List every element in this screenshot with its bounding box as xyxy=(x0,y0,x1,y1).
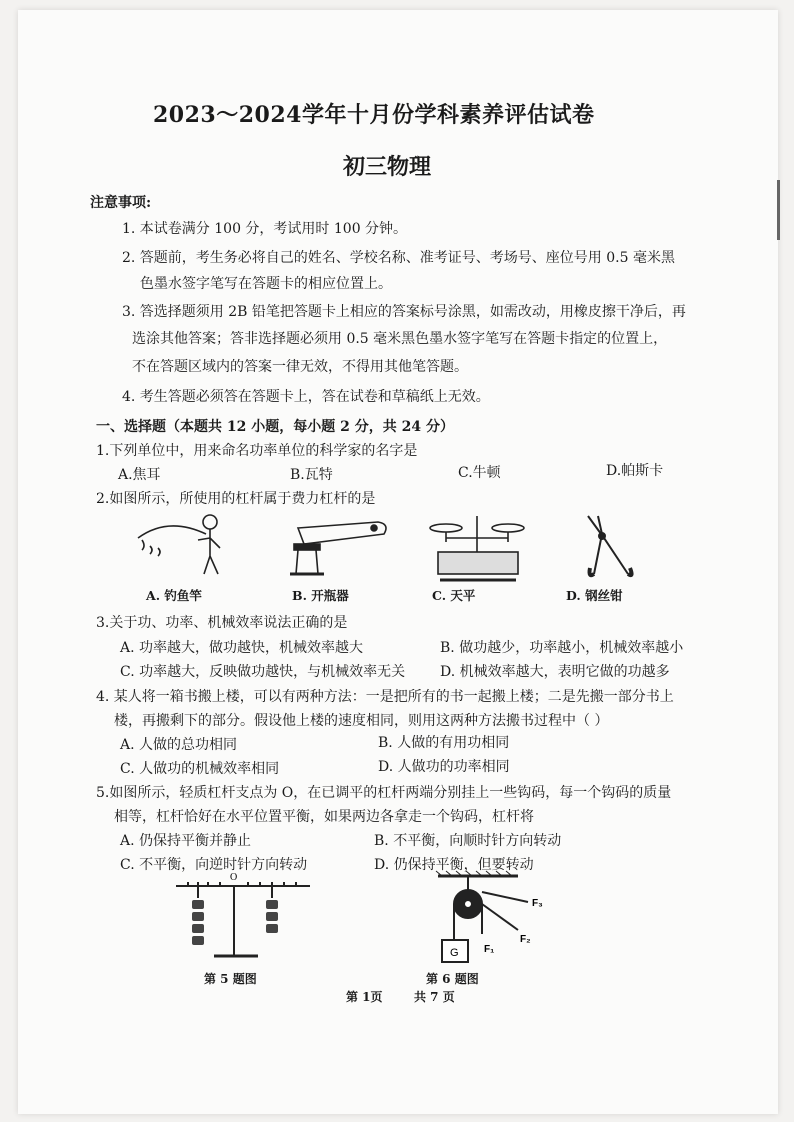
q3-option-d: D. 机械效率越大，表明它做的功越多 xyxy=(440,664,670,680)
force-f3-label: F₃ xyxy=(532,898,543,909)
q1-option-a: A.焦耳 xyxy=(118,467,161,483)
page-total: 共 7 页 xyxy=(414,990,455,1004)
q3-option-a: A. 功率越大，做功越快，机械效率越大 xyxy=(120,640,364,656)
q4-option-c: C. 人做功的机械效率相同 xyxy=(120,761,280,777)
q1-option-c: C.牛顿 xyxy=(458,465,501,481)
q2-option-a: A. 钓鱼竿 xyxy=(146,588,202,603)
balance-figure xyxy=(430,516,524,580)
q2-option-b: B. 开瓶器 xyxy=(292,588,349,603)
figure-5-lever xyxy=(168,868,318,968)
q5-option-b: B. 不平衡，向顺时针方向转动 xyxy=(374,833,562,849)
notice-item-4: 4. 考生答题必须答在答题卡上，答在试卷和草稿纸上无效。 xyxy=(122,389,490,405)
scan-edge-mark xyxy=(777,180,780,240)
pliers-figure xyxy=(588,516,632,575)
notice-item-3-cont2: 不在答题区域内的答案一律无效，不得用其他笔答题。 xyxy=(132,359,468,375)
notice-item-2: 2. 答题前，考生务必将自己的姓名、学校名称、准考证号、考场号、座位号用 0.5 毫米黑 xyxy=(122,250,675,266)
q3-option-b: B. 做功越少，功率越小，机械效率越小 xyxy=(440,640,684,656)
q5-option-a: A. 仍保持平衡并静止 xyxy=(120,833,252,849)
q4-option-a: A. 人做的总功相同 xyxy=(120,737,238,753)
weight-g-label: G xyxy=(450,947,459,959)
q3-stem: 3.关于功、功率、机械效率说法正确的是 xyxy=(96,615,348,631)
q1-option-d: D.帕斯卡 xyxy=(606,463,664,479)
exam-title: 2023～2024学年十月份学科素养评估试卷 xyxy=(153,102,595,128)
q5-option-d: D. 仍保持平衡，但要转动 xyxy=(374,857,534,873)
left-hook-weights xyxy=(192,900,204,945)
q2-stem: 2.如图所示，所使用的杠杆属于费力杠杆的是 xyxy=(96,491,376,507)
q4-stem-line2: 楼，再搬剩下的部分。假设他上楼的速度相同，则用这两种方法搬书过程中（ ） xyxy=(114,713,609,729)
fishing-rod-figure xyxy=(138,515,220,574)
force-f2-label: F₂ xyxy=(520,934,531,945)
q3-option-c: C. 功率越大，反映做功越快，与机械效率无关 xyxy=(120,664,406,680)
notice-heading: 注意事项: xyxy=(90,195,152,211)
exam-subject: 初三物理 xyxy=(343,154,432,180)
figure-5-caption: 第 5 题图 xyxy=(204,972,257,986)
q4-option-b: B. 人做的有用功相同 xyxy=(378,735,510,751)
q4-option-d: D. 人做功的功率相同 xyxy=(378,759,510,775)
notice-item-3-cont: 选涂其他答案；答非选择题必须用 0.5 毫米黑色墨水签字笔写在答题卡指定的位置上， xyxy=(132,331,668,347)
notice-item-2-cont: 色墨水签字笔写在答题卡的相应位置上。 xyxy=(140,276,392,292)
q1-stem: 1.下列单位中，用来命名功率单位的科学家的名字是 xyxy=(96,443,418,459)
notice-item-1: 1. 本试卷满分 100 分，考试用时 100 分钟。 xyxy=(122,221,408,237)
q4-stem-line1: 4. 某人将一箱书搬上楼，可以有两种方法：一是把所有的书一起搬上楼；二是先搬一部分书上 xyxy=(96,689,674,705)
q2-option-d: D. 钢丝钳 xyxy=(566,588,623,603)
exam-page xyxy=(18,10,778,1114)
notice-item-3: 3. 答选择题须用 2B 铅笔把答题卡上相应的答案标号涂黑，如需改动，用橡皮擦干净后，再 xyxy=(122,304,686,320)
right-hook-weights xyxy=(266,900,278,933)
section-heading: 一、选择题（本题共 12 小题，每小题 2 分，共 24 分） xyxy=(96,419,454,435)
q5-option-c: C. 不平衡，向逆时针方向转动 xyxy=(120,857,308,873)
bottle-opener-figure xyxy=(290,522,386,574)
q5-stem-line1: 5.如图所示，轻质杠杆支点为 O，在已调平的杠杆两端分别挂上一些钩码，每一个钩码的质量 xyxy=(96,785,672,801)
figure-6-caption: 第 6 题图 xyxy=(426,972,479,986)
q2-option-c: C. 天平 xyxy=(432,588,476,603)
pivot-label: O xyxy=(230,872,238,883)
figure-6-pulley xyxy=(418,870,578,970)
page-number: 第 1页 xyxy=(346,990,383,1004)
q5-stem-line2: 相等，杠杆恰好在水平位置平衡，如果两边各拿走一个钩码，杠杆将 xyxy=(114,809,534,825)
force-f1-label: F₁ xyxy=(484,944,495,955)
q1-option-b: B.瓦特 xyxy=(290,467,333,483)
q2-figures xyxy=(128,508,648,584)
